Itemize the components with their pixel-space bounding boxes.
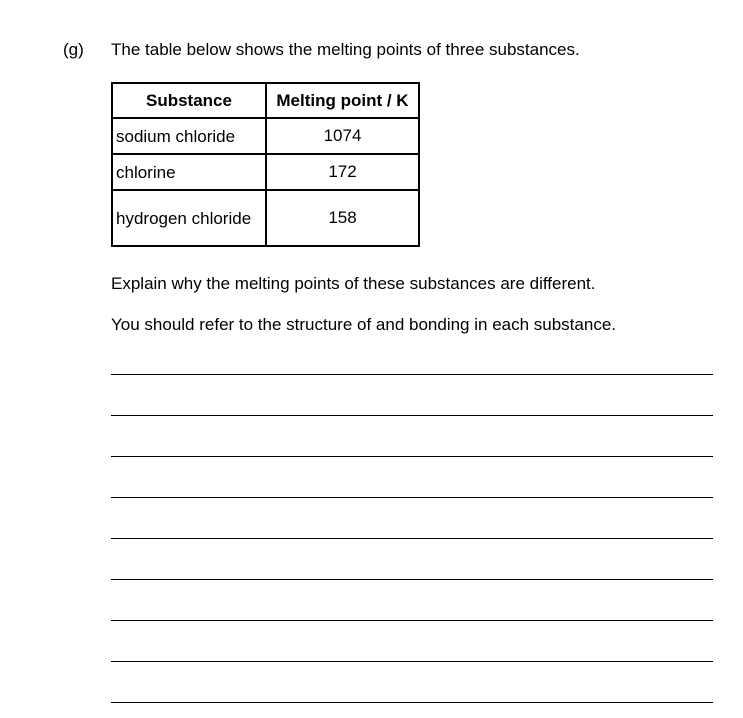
- explain-instruction: Explain why the melting points of these substances are different.: [111, 274, 596, 293]
- answer-line[interactable]: [111, 497, 713, 498]
- answer-line[interactable]: [111, 620, 713, 621]
- melting-point-cell: 1074: [266, 118, 419, 154]
- question-label: (g): [63, 40, 84, 59]
- melting-point-cell: 172: [266, 154, 419, 190]
- answer-line[interactable]: [111, 579, 713, 580]
- answer-line[interactable]: [111, 374, 713, 375]
- answer-line[interactable]: [111, 661, 713, 662]
- refer-instruction: You should refer to the structure of and bonding in each substance.: [111, 315, 616, 334]
- question-intro: The table below shows the melting points of three substances.: [111, 40, 580, 59]
- header-substance: Substance: [112, 83, 266, 118]
- answer-line[interactable]: [111, 456, 713, 457]
- substance-cell: hydrogen chloride: [112, 190, 266, 246]
- answer-line[interactable]: [111, 415, 713, 416]
- table-row: [112, 154, 419, 190]
- answer-line[interactable]: [111, 702, 713, 703]
- table-header-row: [112, 83, 419, 118]
- melting-points-table: [111, 82, 420, 247]
- table-row: [112, 118, 419, 154]
- substance-cell: sodium chloride: [112, 118, 266, 154]
- table-row: [112, 190, 419, 246]
- answer-line[interactable]: [111, 538, 713, 539]
- header-melting-point: Melting point / K: [266, 83, 419, 118]
- melting-point-cell: 158: [266, 190, 419, 246]
- substance-cell: chlorine: [112, 154, 266, 190]
